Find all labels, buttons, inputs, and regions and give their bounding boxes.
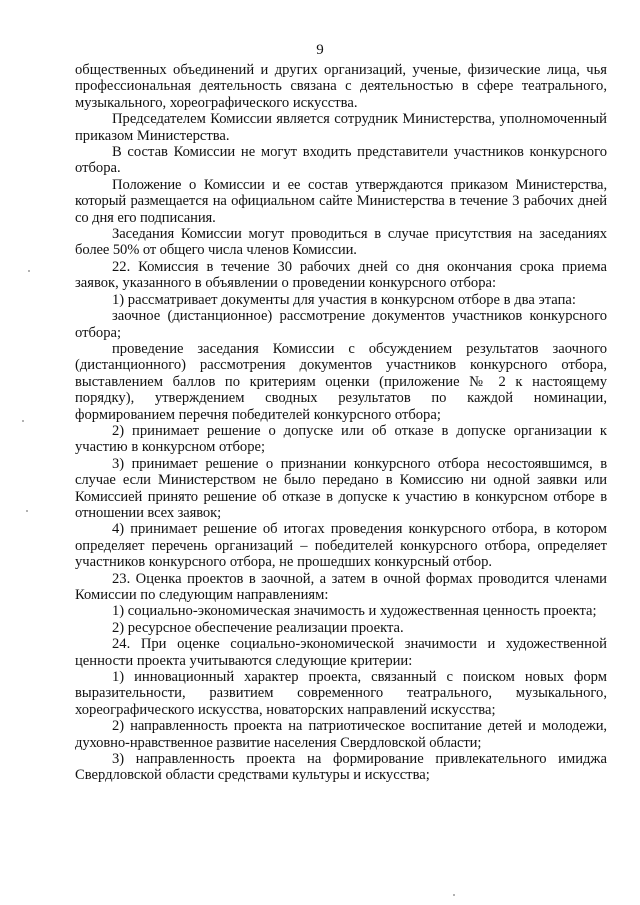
paragraph-clause-23-item-1: 1) социально-экономическая значимость и художественная ценность проекта; [112, 603, 597, 620]
paragraph-clause-24: 24. При оценке социально-экономической значимости и художественной ценности проекта учитываются следующие критерии: [75, 636, 607, 669]
paragraph-commission-regulation: Положение о Комиссии и ее состав утверждаются приказом Министерства, который размещается на официальном сайте Министерства в течение 3 рабочих дней со дня его подписания. [75, 176, 607, 226]
paragraph-clause-22-item-1: 1) рассматривает документы для участия в конкурсном отборе в два этапа: [112, 291, 576, 308]
paragraph-clause-23: 23. Оценка проектов в заочной, а затем в очной формах проводится членами Комиссии по следующим направлениям: [75, 570, 607, 603]
paragraph-commission-chairman: Председателем Комиссии является сотрудник Министерства, уполномоченный приказом Министерства. [75, 111, 607, 144]
paragraph-remote-review: заочное (дистанционное) рассмотрение документов участников конкурсного отбора; [75, 308, 607, 341]
paragraph-commission-members-continued: общественных объединений и других организаций, ученые, физические лица, чья профессиональная деятельность связана с деятельностью в сфере театрального, музыкального, хореографического искусства. [75, 62, 607, 111]
paragraph-clause-24-item-2: 2) направленность проекта на патриотическое воспитание детей и молодежи, духовно-нравственное развитие населения Свердловской области; [75, 718, 607, 751]
paragraph-clause-22-item-2: 2) принимает решение о допуске или об отказе в допуске организации к участию в конкурсном отборе; [75, 422, 607, 456]
scan-speck [22, 420, 24, 422]
paragraph-commission-meeting: проведение заседания Комиссии с обсуждением результатов заочного (дистанционного) рассмотрения документов участников конкурсного отбора, выставлением баллов по критериям оценки (приложение № 2 к настоящему порядку), утверждением сводных результатов по каждой номинации, формированием перечня победителей конкурсного отбора; [75, 340, 607, 423]
scan-speck [28, 270, 30, 272]
page-number: 9 [316, 42, 324, 58]
paragraph-clause-22: 22. Комиссия в течение 30 рабочих дней со дня окончания срока приема заявок, указанного в объявлении о проведении конкурсного отбора: [75, 258, 607, 292]
paragraph-clause-23-item-2: 2) ресурсное обеспечение реализации проекта. [112, 619, 404, 636]
scan-speck [26, 510, 28, 512]
paragraph-clause-24-item-3: 3) направленность проекта на формирование привлекательного имиджа Свердловской области средствами культуры и искусства; [75, 751, 607, 784]
document-body [75, 62, 607, 784]
paragraph-clause-22-item-4: 4) принимает решение об итогах проведения конкурсного отбора, в котором определяет перечень организаций – победителей конкурсного отбора, определяет участников конкурсного отбора, не прошедших конкурсный отбор. [75, 521, 607, 571]
paragraph-commission-quorum: Заседания Комиссии могут проводиться в случае присутствия на заседаниях более 50% от общего числа членов Комиссии. [75, 226, 607, 259]
paragraph-clause-22-item-3: 3) принимает решение о признании конкурсного отбора несостоявшимся, в случае если Министерством не было передано в Комиссию ни одной заявки или Комиссией принято решение об отказе в допуске к участию в конкурсном отборе в отношении всех заявок; [75, 455, 607, 521]
scan-speck [453, 894, 455, 896]
paragraph-commission-exclusion: В состав Комиссии не могут входить представители участников конкурсного отбора. [75, 144, 607, 177]
paragraph-clause-24-item-1: 1) инновационный характер проекта, связанный с поиском новых форм выразительности, развитием современного театрального, музыкального, хореографического искусства, новаторских направлений искусства; [75, 669, 607, 718]
